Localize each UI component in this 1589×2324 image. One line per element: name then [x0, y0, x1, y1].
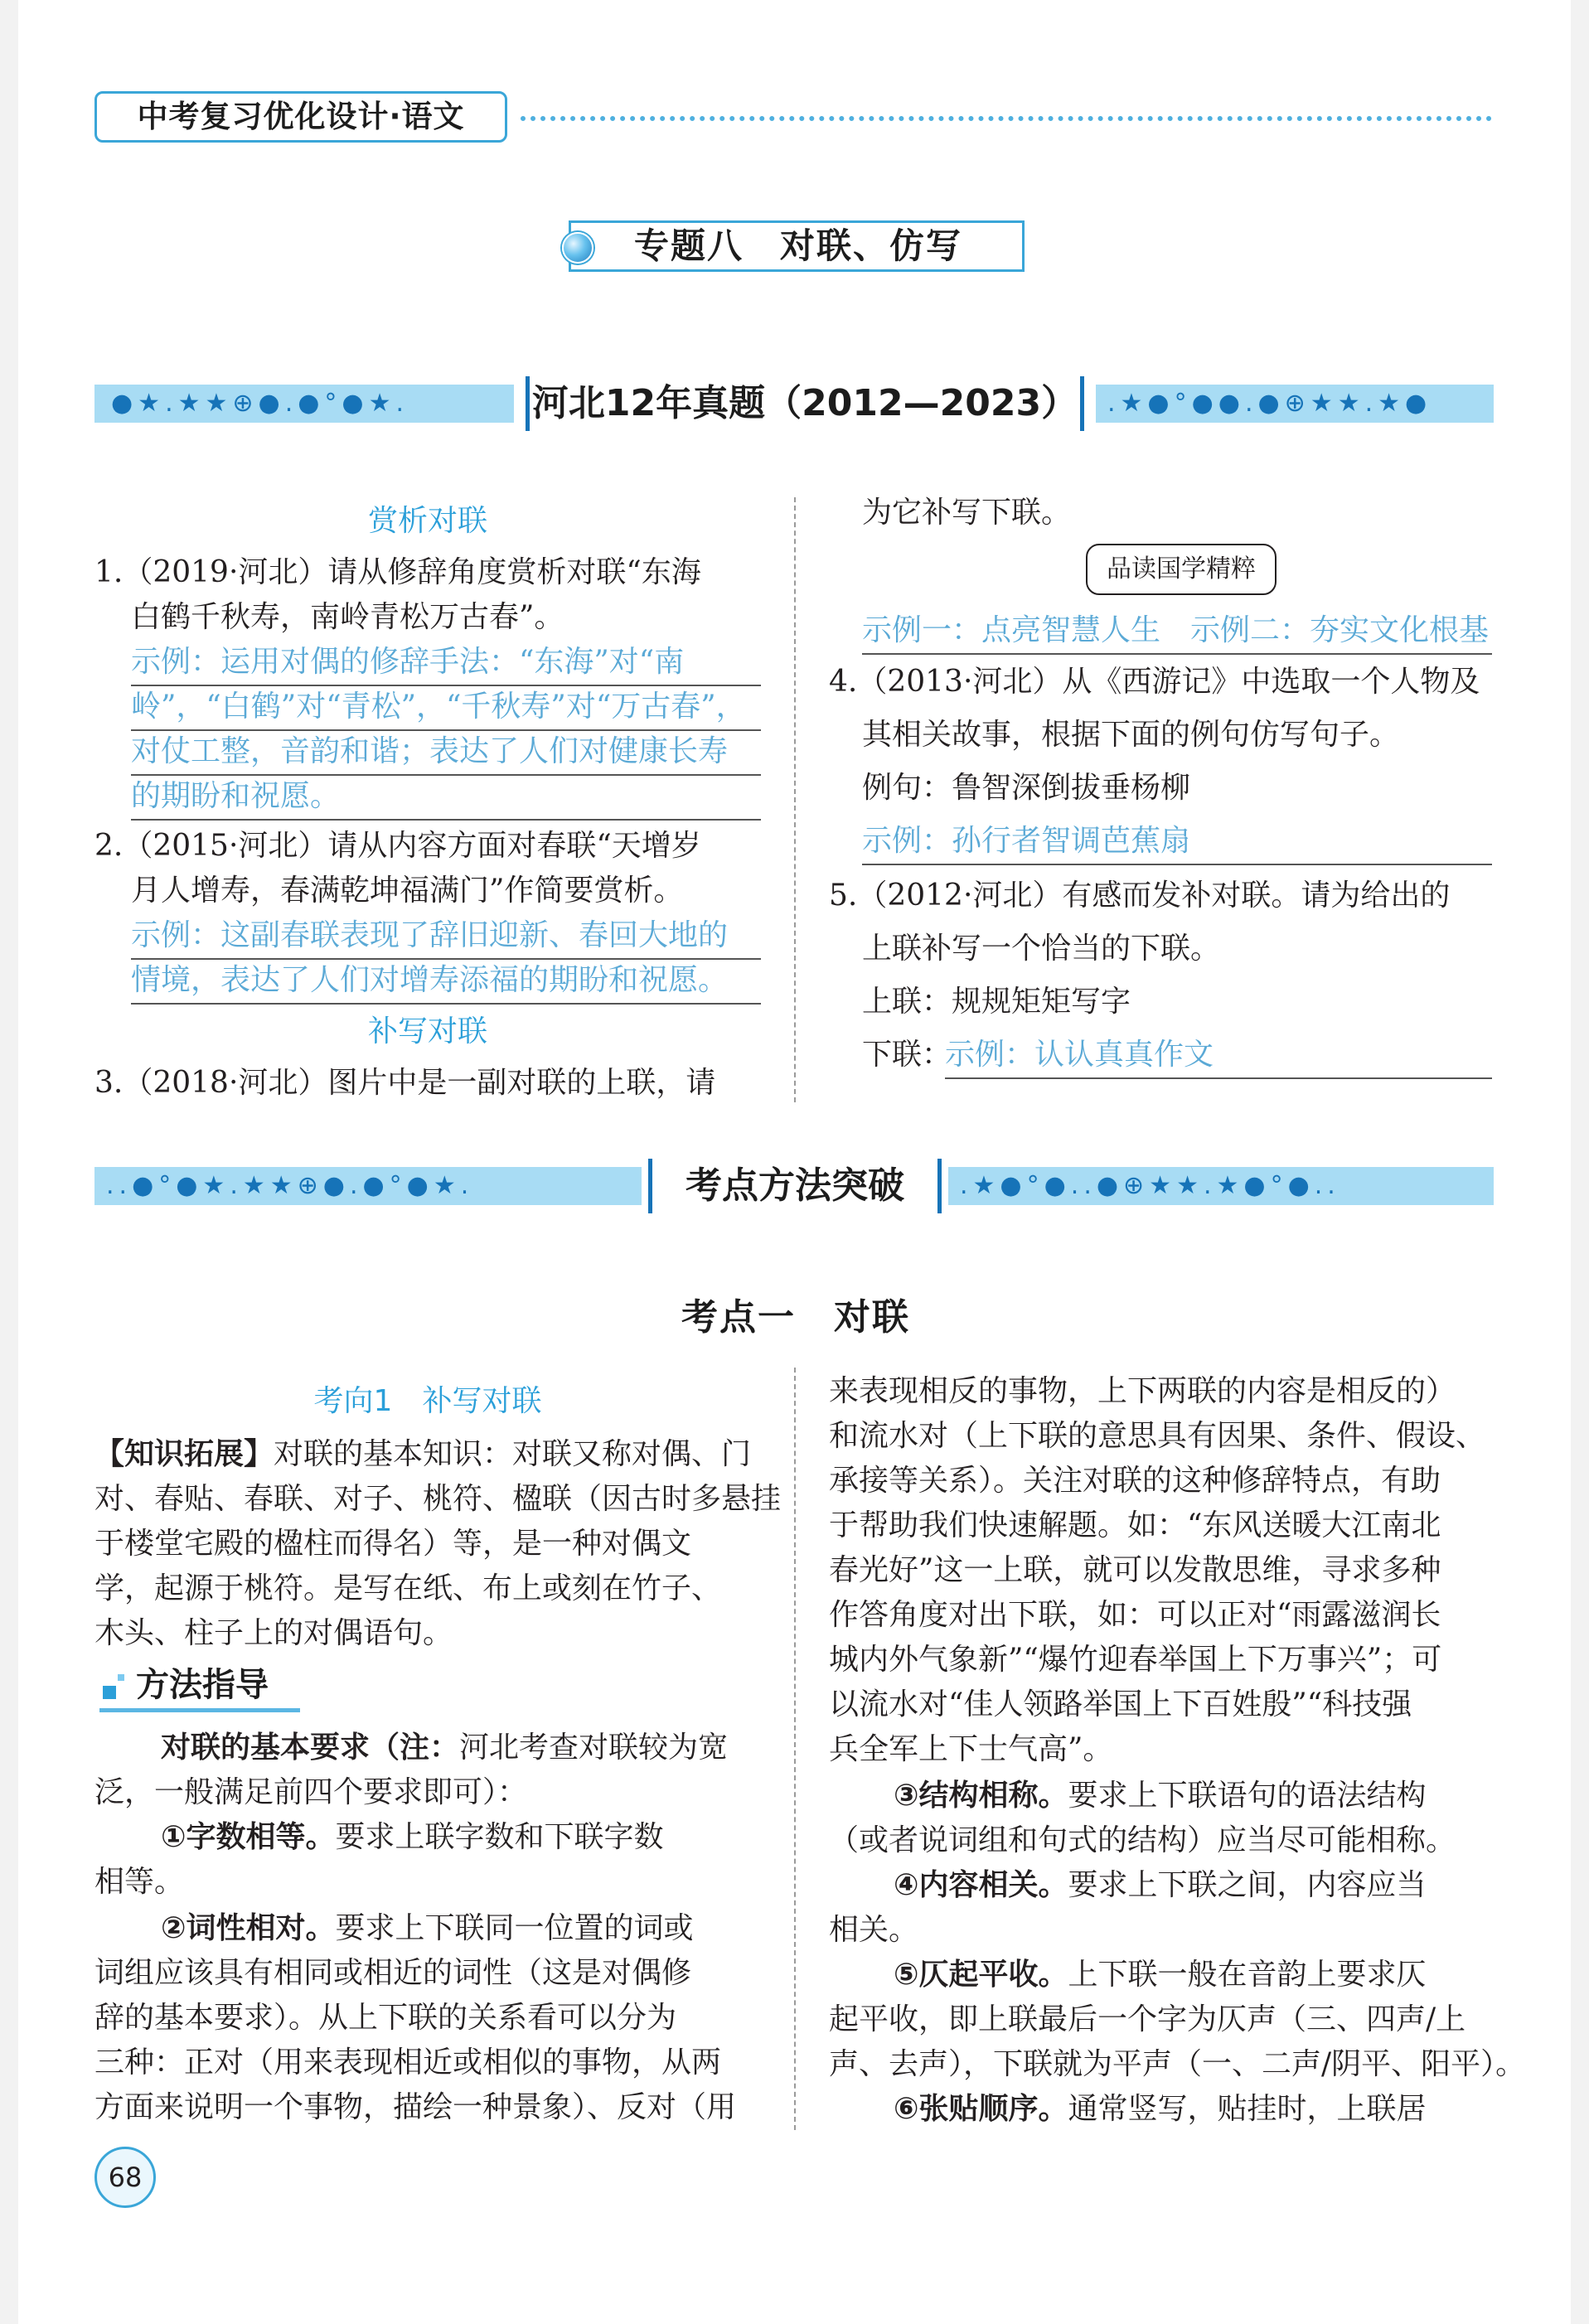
- knowledge-label: 【知识拓展】: [94, 1437, 274, 1471]
- answer-1-line-2: 岭”，“白鹤”对“青松”，“千秋寿”对“万古春”，: [131, 685, 761, 731]
- question-2-line-2: 月人增寿，春满乾坤福满门”作简要赏析。: [131, 874, 684, 908]
- subheading-direction-1: 考向1 补写对联: [313, 1384, 542, 1418]
- globe-bullet-icon: [562, 232, 593, 264]
- point-1-title: 考点一 对联: [681, 1296, 910, 1339]
- right-text-line-6: 作答角度对出下联，如：可以正对“雨露滋润长: [829, 1598, 1441, 1632]
- requirement-1-line-1: [161, 1815, 664, 1860]
- banner-decoration-right: .★●°●●.●⊕★★.★●: [1096, 385, 1494, 423]
- right-text-line-5: 春光好”这一上联，就可以发散思维，寻求多种: [829, 1553, 1441, 1587]
- requirement-1-line-2: 相等。: [94, 1865, 185, 1899]
- answer-5: 示例：认认真真作文: [945, 1033, 1492, 1079]
- question-1-line-2: 白鹤千秋寿，南岭青松万古春”。: [131, 600, 564, 634]
- running-header-title: 中考复习优化设计·语文: [94, 91, 507, 143]
- header-dotted-rule: [521, 116, 1492, 121]
- requirements-line-2: 泛，一般满足前四个要求即可）：: [94, 1775, 528, 1809]
- subheading-complete-couplet: 补写对联: [367, 1014, 487, 1048]
- requirement-5-label: ⑤仄起平收。: [894, 1958, 1068, 1992]
- question-5-line-1: 5.（2012·河北）有感而发补对联。请为给出的: [829, 879, 1451, 913]
- question-5-upper-line: 上联：规规矩矩写字: [862, 985, 1131, 1019]
- knowledge-line-5: 木头、柱子上的对偶语句。: [94, 1616, 453, 1650]
- requirement-1-label: ①字数相等。: [161, 1820, 336, 1854]
- knowledge-text: 对联的基本知识：对联又称对偶、门: [274, 1437, 752, 1471]
- requirement-3-line-1: [894, 1774, 1427, 1818]
- column-divider-lower: [794, 1368, 796, 2130]
- knowledge-line-4: 学，起源于桃符。是写在纸、布上或刻在竹子、: [94, 1571, 722, 1605]
- right-text-line-8: 以流水对“佳人领路举国上下百姓殷”“科技强: [829, 1687, 1412, 1721]
- question-5-lower-label: 下联：: [862, 1038, 952, 1072]
- requirement-2-line-2: 词组应该具有相同或相近的词性（这是对偶修: [94, 1956, 692, 1990]
- answer-1-line-1: 示例：运用对偶的修辞手法：“东海”对“南: [131, 640, 761, 686]
- requirement-4-line-2: 相关。: [829, 1913, 919, 1947]
- question-1-line-1: 1.（2019·河北）请从修辞角度赏析对联“东海: [94, 555, 701, 589]
- subheading-appreciate-couplet: 赏析对联: [367, 504, 487, 538]
- requirement-3-line-2: （或者说词组和句式的结构）应当尽可能相称。: [829, 1823, 1456, 1857]
- right-text-line-3: 承接等关系）。关注对联的这种修辞特点，有助: [829, 1464, 1441, 1498]
- requirement-2-line-5: 方面来说明一个事物，描绘一种景象）、反对（用: [94, 2090, 737, 2124]
- requirement-3-label: ③结构相称。: [894, 1779, 1068, 1813]
- right-text-line-7: 城内外气象新”“爆竹迎春举国上下万事兴”；可: [829, 1643, 1442, 1677]
- page-edge-left: [0, 0, 18, 2324]
- answer-2-line-2: 情境，表达了人们对增寿添福的期盼和祝愿。: [131, 958, 761, 1005]
- requirement-4-line-1: [894, 1863, 1427, 1908]
- answer-3: 示例一：点亮智慧人生 示例二：夯实文化根基: [862, 608, 1492, 655]
- answer-1-line-3: 对仗工整，音韵和谐；表达了人们对健康长寿: [131, 729, 761, 776]
- question-3-line-2: 为它补写下联。: [862, 496, 1072, 530]
- requirement-5-line-1: [894, 1953, 1427, 1997]
- couplet-image-upper-line: 品读国学精粹: [1086, 544, 1277, 595]
- requirement-2-text: 要求上下联同一位置的词或: [335, 1911, 694, 1945]
- requirement-6-line-1: [894, 2087, 1427, 2132]
- requirements-note: 河北考查对联较为宽: [459, 1731, 729, 1765]
- requirement-5-line-3: 声、去声），下联就为平声（一、二声/阴平、阳平）。: [829, 2047, 1526, 2081]
- answer-1-line-4: 的期盼和祝愿。: [131, 774, 761, 821]
- question-4-example: 例句：鲁智深倒拔垂杨柳: [862, 771, 1191, 805]
- banner-decoration-left-2: ..●°●★.★★⊕●.●°●★.: [94, 1167, 642, 1205]
- answer-4: 示例：孙行者智调芭蕉扇: [862, 819, 1492, 865]
- banner-decoration-left: ●★.★★⊕●.●°●★.: [94, 385, 514, 423]
- right-text-line-1: 来表现相反的事物，上下两联的内容是相反的）: [829, 1374, 1456, 1408]
- section-title-method-breakthrough: 考点方法突破: [648, 1159, 942, 1213]
- question-5-line-2: 上联补写一个恰当的下联。: [862, 932, 1221, 966]
- question-4-line-2: 其相关故事，根据下面的例句仿写句子。: [862, 718, 1400, 752]
- right-text-line-2: 和流水对（上下联的意思具有因果、条件、假设、: [829, 1419, 1486, 1453]
- knowledge-line-3: 于楼堂宅殿的楹柱而得名）等，是一种对偶文: [94, 1527, 692, 1561]
- knowledge-line-1: [94, 1432, 751, 1477]
- requirements-line-1: [161, 1726, 728, 1770]
- requirement-1-text: 要求上联字数和下联字数: [335, 1820, 664, 1854]
- method-guide-heading: 方法指导: [99, 1663, 300, 1712]
- requirement-5-text: 上下联一般在音韵上要求仄: [1068, 1958, 1427, 1992]
- right-text-line-9: 兵全军上下士气高”。: [829, 1732, 1113, 1766]
- requirement-6-label: ⑥张贴顺序。: [894, 2092, 1068, 2126]
- question-2-line-1: 2.（2015·河北）请从内容方面对春联“天增岁: [94, 829, 701, 863]
- page-edge-right: [1571, 0, 1589, 2324]
- requirement-4-text: 要求上下联之间，内容应当: [1068, 1868, 1427, 1902]
- requirements-label: 对联的基本要求（注：: [161, 1731, 460, 1765]
- requirement-2-line-3: 辞的基本要求）。从上下联的关系看可以分为: [94, 2001, 677, 2035]
- right-text-line-4: 于帮助我们快速解题。如：“东风送暖大江南北: [829, 1508, 1441, 1542]
- requirement-2-label: ②词性相对。: [161, 1911, 336, 1945]
- requirement-5-line-2: 起平收，即上联最后一个字为仄声（三、四声/上: [829, 2002, 1466, 2036]
- question-4-line-1: 4.（2013·河北）从《西游记》中选取一个人物及: [829, 665, 1480, 699]
- topic-title: 专题八 对联、仿写: [569, 220, 1025, 272]
- requirement-6-text: 通常竖写，贴挂时，上联居: [1068, 2092, 1427, 2126]
- requirement-2-line-1: [161, 1906, 694, 1951]
- knowledge-line-2: 对、春贴、春联、对子、桃符、楹联（因古时多悬挂: [94, 1482, 782, 1516]
- requirement-3-text: 要求上下联语句的语法结构: [1068, 1779, 1427, 1813]
- question-3-line-1: 3.（2018·河北）图片中是一副对联的上联，请: [94, 1066, 716, 1100]
- requirement-4-label: ④内容相关。: [894, 1868, 1068, 1902]
- page-number: 68: [94, 2147, 156, 2208]
- requirement-2-line-4: 三种：正对（用来表现相近或相似的事物，从两: [94, 2046, 722, 2079]
- column-divider: [794, 497, 796, 1102]
- banner-decoration-right-2: .★●°●..●⊕★★.★●°●..: [948, 1167, 1494, 1205]
- section-title-real-exams: 河北12年真题（2012—2023）: [526, 376, 1084, 431]
- answer-2-line-1: 示例：这副春联表现了辞旧迎新、春回大地的: [131, 913, 761, 960]
